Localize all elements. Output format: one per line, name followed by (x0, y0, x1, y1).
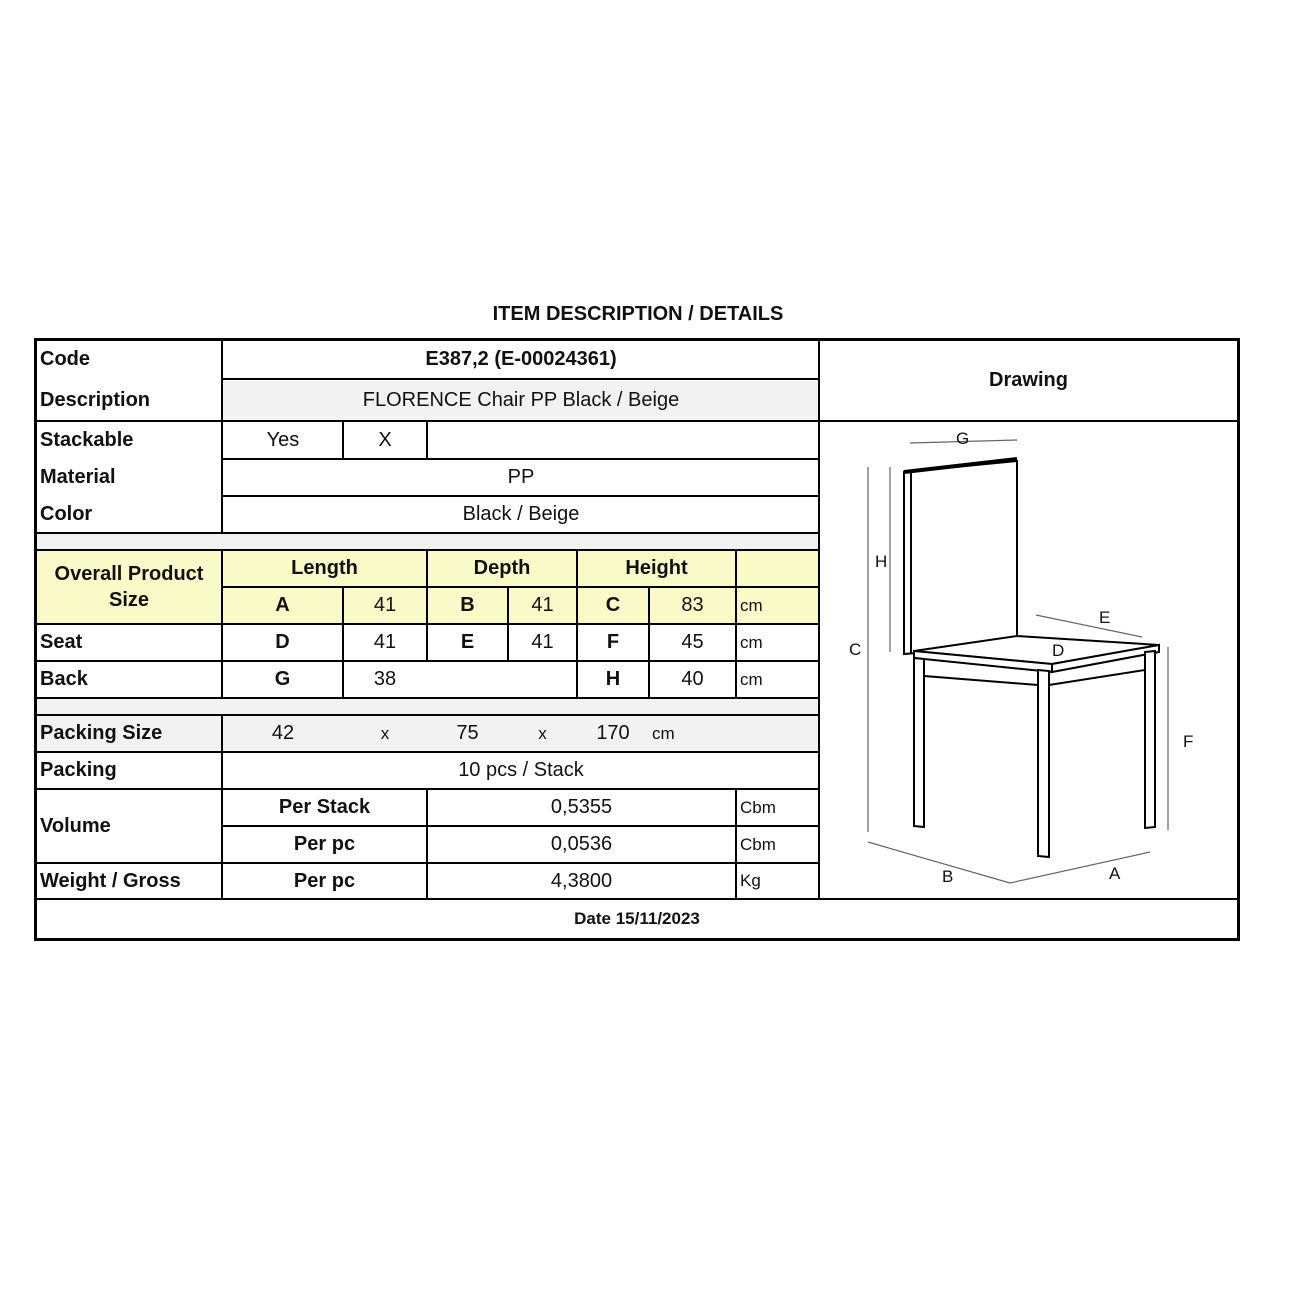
dim-letter-h: H (605, 668, 621, 690)
drawing-letter-a: A (1109, 864, 1121, 883)
stackable-mark: X (378, 428, 392, 451)
dim-value-f: 45 (681, 631, 704, 653)
weight-per-pc-label: Per pc (293, 869, 356, 892)
date-footer: Date 15/11/2023 (574, 909, 700, 928)
length-header: Length (291, 557, 358, 579)
packing-size-x: x (538, 723, 547, 743)
chair-drawing (820, 422, 1237, 898)
height-header: Height (625, 557, 688, 579)
drawing-letter-e: E (1099, 608, 1111, 627)
code-label: Code (40, 348, 90, 370)
weight-value: 4,3800 (550, 869, 613, 892)
stackable-value: Yes (266, 428, 300, 451)
h-line (37, 697, 819, 699)
packing-size-x: x (380, 723, 390, 743)
packing-size-width: 75 (456, 722, 479, 744)
drawing-letter-g: G (956, 429, 970, 448)
volume-per-pc-label: Per pc (293, 833, 356, 855)
volume-unit: Cbm (740, 797, 776, 817)
spec-sheet (34, 338, 1240, 941)
dim-value-h: 40 (681, 668, 704, 690)
back-label: Back (40, 668, 88, 690)
dim-letter-d: D (275, 631, 290, 653)
v-line (426, 421, 428, 459)
drawing-letter-d: D (1052, 641, 1065, 660)
packing-label: Packing (40, 759, 117, 781)
seat-label: Seat (40, 631, 83, 653)
dim-letter-c: C (605, 594, 621, 616)
packing-size-label: Packing Size (40, 722, 163, 744)
dim-value-c: 83 (681, 594, 704, 616)
spacer-shade-2 (37, 697, 819, 715)
weight-label: Weight / Gross (40, 869, 181, 892)
spacer-shade (37, 532, 819, 550)
overall-size-label: Overall Product Size (54, 563, 204, 611)
color-value: Black / Beige (462, 503, 580, 525)
seat-unit: cm (740, 632, 763, 652)
packing-size-unit: cm (652, 723, 675, 743)
weight-unit: Kg (740, 871, 761, 890)
chair-legs (914, 651, 1155, 857)
depth-header: Depth (473, 557, 531, 579)
dim-letter-g: G (274, 668, 291, 690)
material-value: PP (507, 466, 535, 488)
dim-letter-b: B (460, 594, 475, 616)
description-label: Description (40, 389, 151, 411)
dim-letter-a: A (275, 594, 290, 616)
h-line (37, 532, 819, 534)
volume-unit: Cbm (740, 834, 776, 854)
packing-value: 10 pcs / Stack (458, 759, 584, 781)
dim-letter-f: F (606, 631, 620, 653)
back-unit: cm (740, 669, 763, 689)
description-value: FLORENCE Chair PP Black / Beige (362, 389, 680, 411)
color-label: Color (40, 503, 93, 525)
code-value: E387,2 (E-00024361) (425, 348, 617, 370)
drawing-label: Drawing (989, 369, 1068, 391)
drawing-letter-c: C (849, 640, 862, 659)
volume-per-pc-value: 0,0536 (550, 833, 613, 855)
volume-per-stack-label: Per Stack (278, 796, 371, 818)
overall-unit: cm (740, 595, 763, 615)
dim-value-d: 41 (373, 631, 397, 653)
drawing-letter-b: B (942, 867, 954, 886)
material-label: Material (40, 466, 116, 488)
chair-back (904, 459, 1017, 654)
volume-per-stack-value: 0,5355 (550, 796, 613, 818)
packing-size-length: 42 (271, 722, 295, 744)
dim-value-a: 41 (373, 594, 397, 616)
dim-value-e: 41 (531, 631, 554, 653)
stackable-label: Stackable (40, 428, 134, 451)
page-title: ITEM DESCRIPTION / DETAILS (492, 303, 784, 325)
dim-value-b: 41 (531, 594, 554, 616)
dim-letter-e: E (460, 631, 475, 653)
dim-value-g: 38 (373, 668, 397, 690)
packing-size-height: 170 (596, 722, 630, 744)
drawing-letter-f: F (1183, 732, 1194, 751)
volume-label: Volume (40, 814, 111, 837)
drawing-letter-h: H (875, 552, 888, 571)
h-line (223, 378, 819, 380)
